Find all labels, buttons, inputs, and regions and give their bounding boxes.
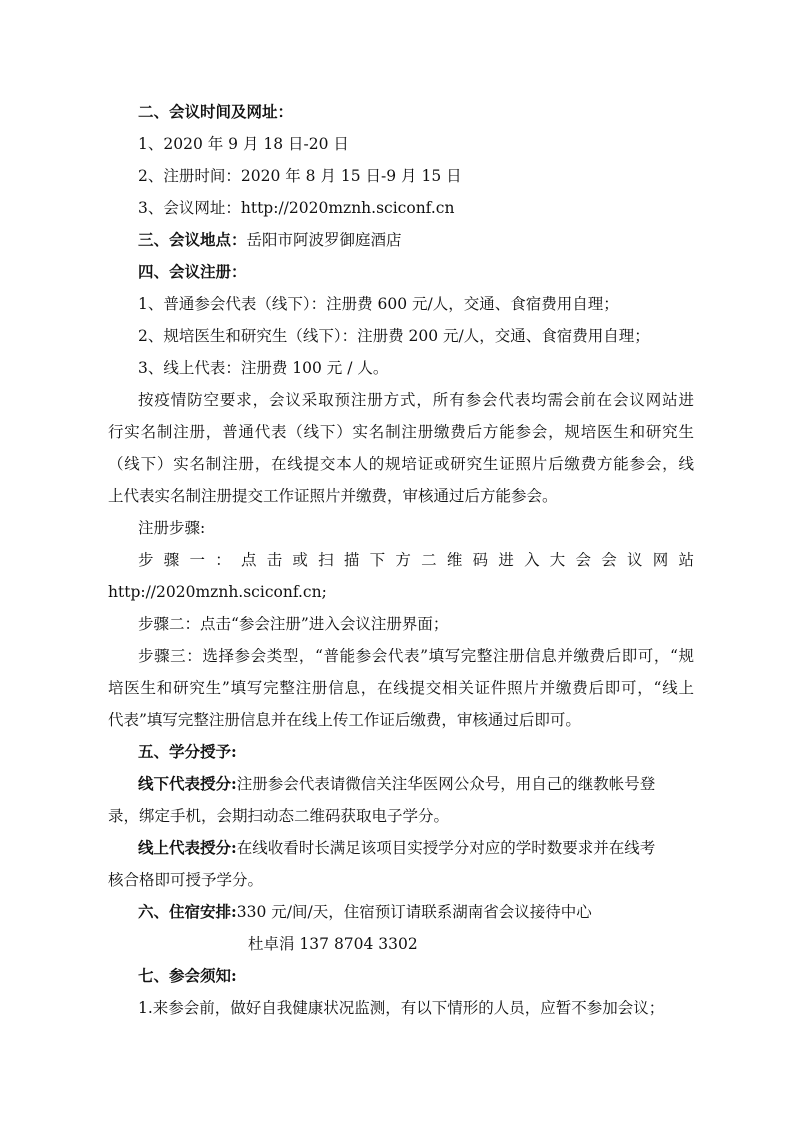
registration-note-line-1: 按疫情防空要求，会议采取预注册方式，所有参会代表均需会前在会议网站进 (138, 391, 694, 409)
registration-fee-online: 3、线上代表：注册费 100 元 / 人。 (138, 359, 389, 377)
online-credit-line-2: 核合格即可授予学分。 (108, 871, 264, 889)
online-credit-line-1 (138, 832, 694, 864)
location-value: 岳阳市阿波罗御庭酒店 (246, 231, 402, 249)
offline-credit-label: 线下代表授分: (138, 774, 237, 793)
offline-credit-line-1 (138, 768, 694, 800)
attendance-notice-1: 1.来参会前，做好自我健康状况监测，有以下情形的人员，应暂不参加会议； (138, 999, 665, 1017)
online-credit-label: 线上代表授分: (138, 838, 237, 857)
registration-note-line-3: （线下）实名制注册，在线提交本人的规培证或研究生证照片后缴费方能参会，线 (108, 455, 694, 473)
section-3-heading: 三、会议地点： (138, 230, 247, 249)
section-5-heading: 五、学分授予: (138, 742, 237, 761)
section-2-heading: 二、会议时间及网址： (138, 102, 294, 121)
step-3-line-3: 代表”填写完整注册信息并在线上传工作证后缴费，审核通过后即可。 (108, 711, 581, 729)
online-credit-text: 在线收看时长满足该项目实授学分对应的学时数要求并在线考 (236, 839, 656, 857)
registration-note-line-2: 行实名制注册，普通代表（线下）实名制注册缴费后方能参会，规培医生和研究生 (108, 423, 694, 441)
accommodation-contact: 杜卓涓 137 8704 3302 (248, 935, 418, 953)
accommodation-text: 330 元/间/天，住宿预订请联系湖南省会议接待中心 (236, 903, 592, 921)
step-2: 步骤二：点击“参会注册”进入会议注册界面； (138, 615, 449, 633)
meeting-location (138, 224, 694, 256)
offline-credit-text: 注册参会代表请微信关注华医网公众号，用自己的继教帐号登 (236, 775, 656, 793)
registration-note-line-4: 上代表实名制注册提交工作证照片并缴费，审核通过后方能参会。 (108, 487, 558, 505)
step-1-line-1: 步 骤 一 ： 点 击 或 扫 描 下 方 二 维 码 进 入 大 会 会 议 网 站 (138, 551, 695, 569)
meeting-date: 1、2020 年 9 月 18 日-20 日 (138, 135, 349, 153)
meeting-website: 3、会议网址：http://2020mznh.sciconf.cn (138, 199, 455, 217)
registration-fee-trainee: 2、规培医生和研究生（线下）：注册费 200 元/人，交通、食宿费用自理； (138, 327, 650, 345)
registration-steps-title: 注册步骤: (138, 519, 206, 537)
registration-period: 2、注册时间：2020 年 8 月 15 日-9 月 15 日 (138, 167, 462, 185)
section-4-heading: 四、会议注册： (138, 262, 247, 281)
registration-fee-regular: 1、普通参会代表（线下）：注册费 600 元/人，交通、食宿费用自理； (138, 295, 619, 313)
step-3-line-1: 步骤三：选择参会类型，“普能参会代表”填写完整注册信息并缴费后即可，“规 (138, 647, 694, 665)
step-1-url: http://2020mznh.sciconf.cn; (108, 583, 327, 601)
section-7-heading: 七、参会须知: (138, 966, 237, 985)
offline-credit-line-2: 录，绑定手机，会期扫动态二维码获取电子学分。 (108, 807, 450, 825)
section-6-heading: 六、住宿安排: (138, 902, 237, 921)
step-3-line-2: 培医生和研究生”填写完整注册信息，在线提交相关证件照片并缴费后即可，“线上 (108, 679, 694, 697)
accommodation-line (138, 896, 694, 928)
